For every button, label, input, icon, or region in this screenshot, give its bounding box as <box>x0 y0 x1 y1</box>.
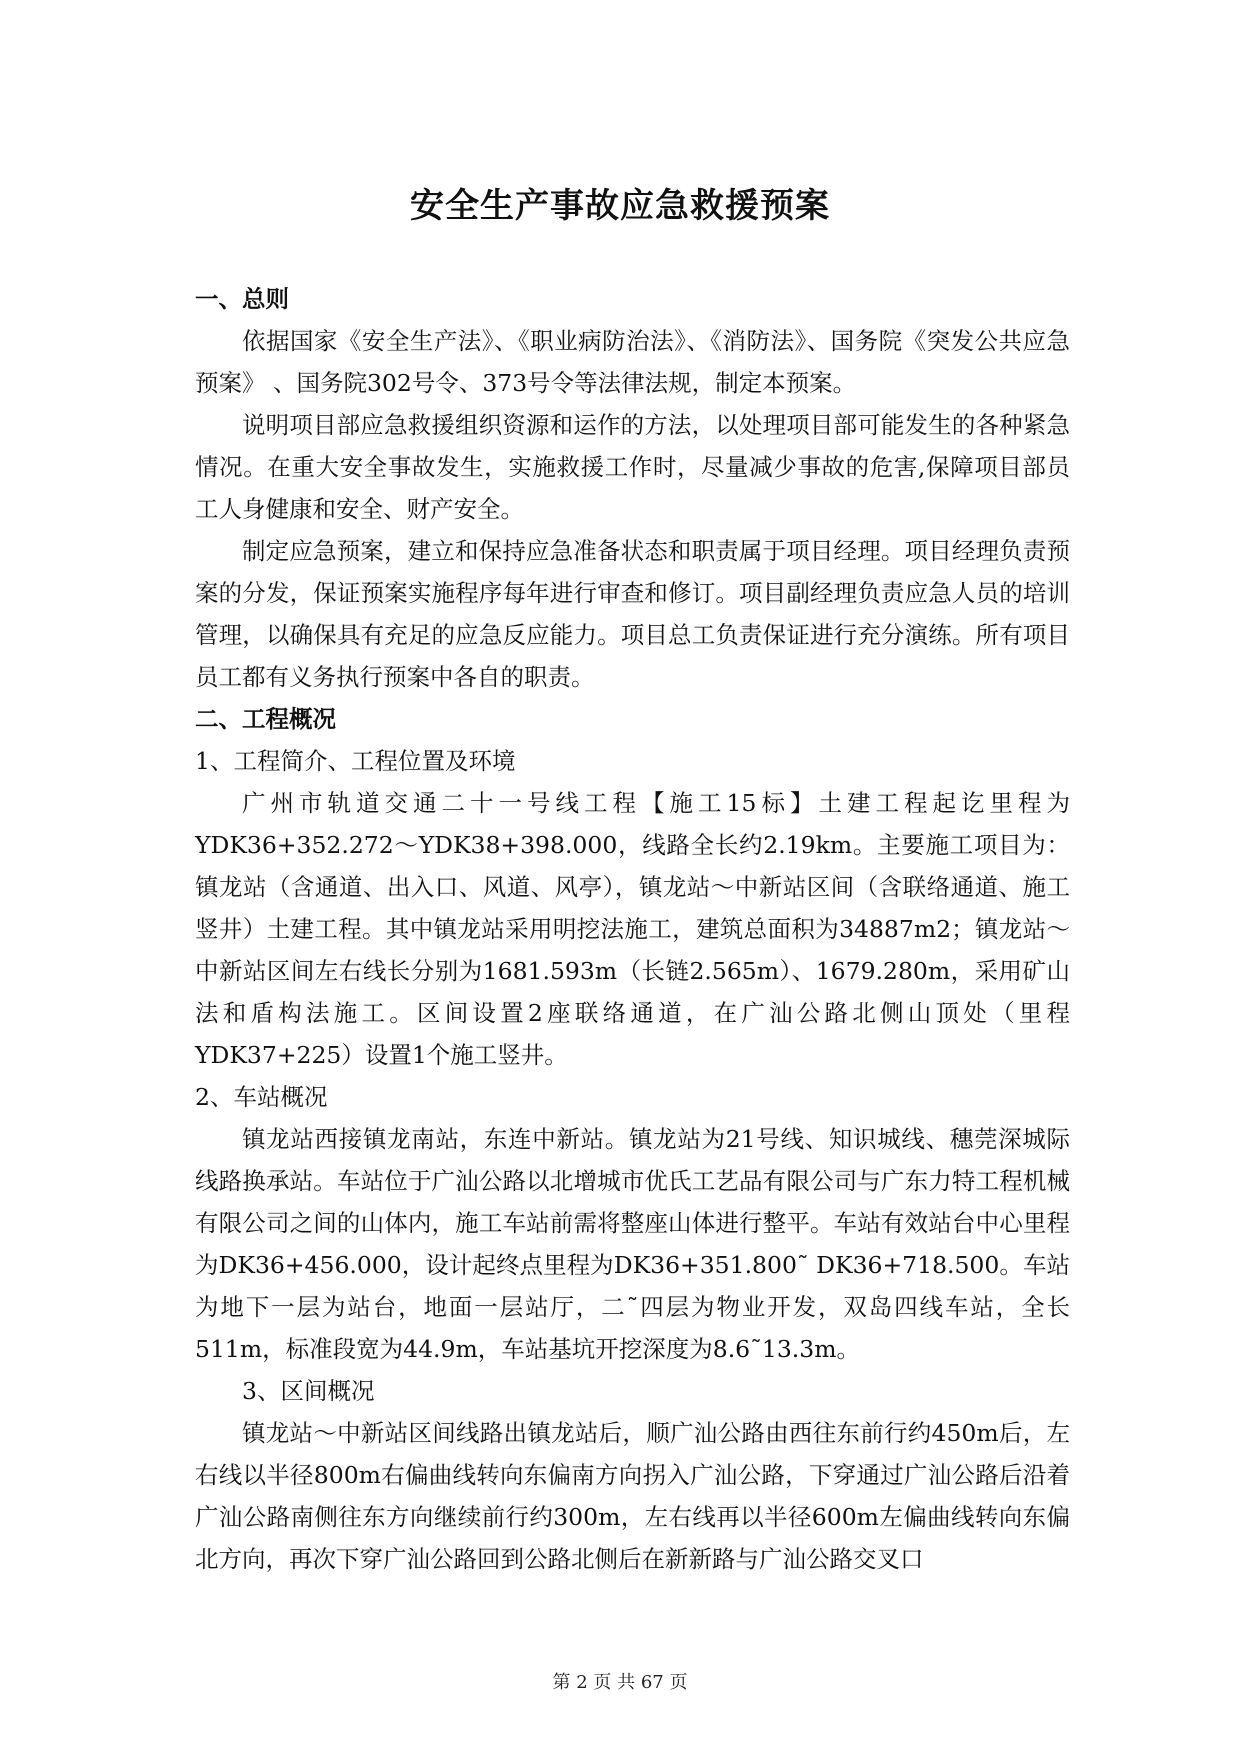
paragraph: 制定应急预案，建立和保持应急准备状态和职责属于项目经理。项目经理负责预案的分发，保证预案实施程序每年进行审查和修订。项目副经理负责应急人员的培训管理，以确保具有充足的应急反应能力。项目总工负责保证进行充分演练。所有项目员工都有义务执行预案中各自的职责。 <box>195 537 1070 691</box>
paragraph: 说明项目部应急救援组织资源和运作的方法，以处理项目部可能发生的各种紧急情况。在重大安全事故发生，实施救援工作时，尽量减少事故的危害,保障项目部员工人身健康和安全、财产安全。 <box>195 411 1070 523</box>
paragraph: 镇龙站西接镇龙南站，东连中新站。镇龙站为21号线、知识城线、穗莞深城际线路换承站。车站位于广汕公路以北增城市优氏工艺品有限公司与广东力特工程机械有限公司之间的山体内，施工车站前需将整座山体进行整平。车站有效站台中心里程为DK36+456.000，设计起终点里程为DK36+351.800˜ DK36+718.500。车站为地下一层为站台，地面一层站厅，二˜四层为物业开发，双岛四线车站，全长511m，标准段宽为44.9m，车站基坑开挖深度为8.6˜13.3m。 <box>195 1125 1070 1363</box>
paragraph: 依据国家《安全生产法》、《职业病防治法》、《消防法》、国务院《突发公共应急预案》 、国务院302号令、373号令等法律法规，制定本预案。 <box>195 327 1070 397</box>
subsection-heading: 3、区间概况 <box>242 1377 375 1405</box>
paragraph: 广州市轨道交通二十一号线工程【施工15标】土建工程起讫里程为YDK36+352.272～YDK38+398.000，线路全长约2.19km。主要施工项目为：镇龙站（含通道、出入口、风道、风亭），镇龙站～中新站区间（含联络通道、施工竖井）土建工程。其中镇龙站采用明挖法施工，建筑总面积为34887m2；镇龙站～中新站区间左右线长分别为1681.593m（长链2.565m）、1679.280m，采用矿山法和盾构法施工。区间设置2座联络通道，在广汕公路北侧山顶处（里程YDK37+225）设置1个施工竖井。 <box>195 789 1070 1069</box>
page-number-footer: 第 2 页 共 67 页 <box>552 1672 688 1693</box>
paragraph: 镇龙站～中新站区间线路出镇龙站后，顺广汕公路由西往东前行约450m后，左右线以半径800m右偏曲线转向东偏南方向拐入广汕公路，下穿通过广汕公路后沿着广汕公路南侧往东方向继续前行约300m，左右线再以半径600m左偏曲线转向东偏北方向，再次下穿广汕公路回到公路北侧后在新新路与广汕公路交叉口 <box>195 1419 1070 1573</box>
section-heading-general: 一、总则 <box>195 285 289 313</box>
subsection-heading: 2、车站概况 <box>195 1083 328 1111</box>
section-heading-project-overview: 二、工程概况 <box>195 705 336 733</box>
document-title: 安全生产事故应急救援预案 <box>410 186 830 226</box>
subsection-heading: 1、工程简介、工程位置及环境 <box>195 747 516 775</box>
document-body <box>195 278 1070 1580</box>
